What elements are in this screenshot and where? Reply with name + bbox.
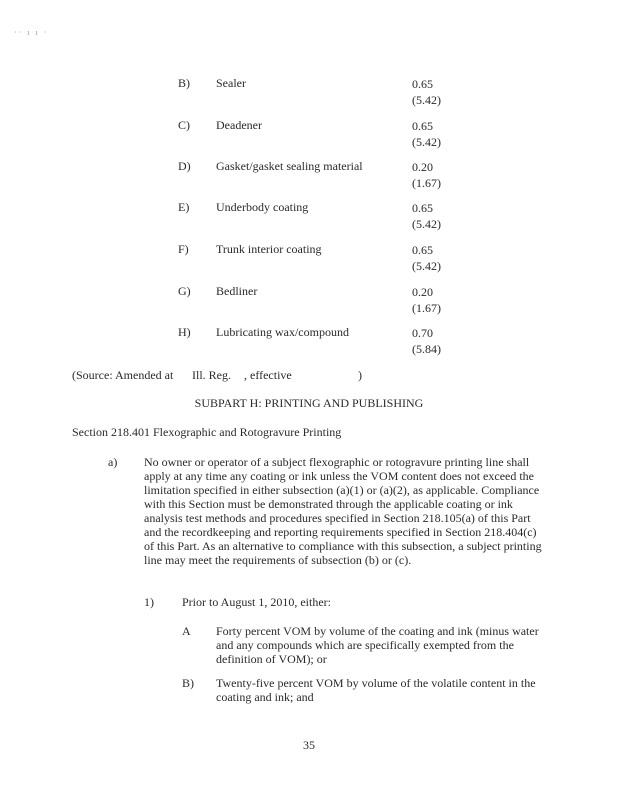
source-note-part: Ill. Reg. bbox=[192, 368, 231, 382]
paragraph-a: No owner or operator of a subject flexographic or rotogravure printing line shall apply at any time any coating or ink unless the VOM content does not exceed the limitation specified in either subsection (a)(1) or (a)(2), as applicable. Compliance with this Section must be demonstrated through the applicable coating or ink analysis test methods and procedures specified in Section 218.105(a) of this Part and the recordkeeping and reporting requirements specified in Section 218.404(c) of this Part. As an alternative to compliance with this subsection, a subject printing line may meet the requirements of subsection (b) or (c). bbox=[144, 455, 542, 567]
row-value: 0.20 (1.67) bbox=[412, 285, 441, 315]
table-row bbox=[0, 325, 618, 359]
source-note-part: ) bbox=[358, 368, 362, 382]
row-letter: F) bbox=[178, 242, 189, 256]
row-letter: C) bbox=[178, 118, 190, 132]
row-letter: H) bbox=[178, 325, 191, 339]
row-value: 0.65 (5.42) bbox=[412, 77, 441, 107]
row-letter: D) bbox=[178, 159, 191, 173]
row-value: 0.20 (1.67) bbox=[412, 160, 441, 190]
subsection-1-text: Prior to August 1, 2010, either: bbox=[182, 595, 331, 609]
row-item: Sealer bbox=[216, 76, 246, 90]
clause-a-text: Forty percent VOM by volume of the coating and ink (minus water and any compounds which are specifically exempted from the definition of VOM); or bbox=[216, 624, 539, 666]
row-value: 0.65 (5.42) bbox=[412, 119, 441, 149]
row-item: Deadener bbox=[216, 118, 262, 132]
subpart-heading: SUBPART H: PRINTING AND PUBLISHING bbox=[194, 396, 424, 410]
clause-label: B) bbox=[182, 676, 194, 690]
source-note-part: (Source: Amended at bbox=[72, 368, 174, 382]
clause-b-text: Twenty-five percent VOM by volume of the volatile content in the coating and ink; and bbox=[216, 676, 536, 704]
paragraph-label: a) bbox=[108, 455, 118, 469]
source-note-part: , effective bbox=[244, 368, 292, 382]
subsection-label: 1) bbox=[144, 595, 154, 609]
table-row bbox=[0, 284, 618, 318]
row-letter: B) bbox=[178, 76, 190, 90]
row-item: Lubricating wax/compound bbox=[216, 325, 349, 339]
row-item: Trunk interior coating bbox=[216, 242, 322, 256]
row-value: 0.65 (5.42) bbox=[412, 201, 441, 231]
table-row bbox=[0, 118, 618, 152]
table-row bbox=[0, 242, 618, 276]
page-number: 35 bbox=[303, 738, 315, 752]
scan-artifact-mark: ·· ı ı · bbox=[14, 28, 49, 37]
section-heading: Section 218.401 Flexographic and Rotogravure Printing bbox=[72, 425, 342, 439]
row-item: Gasket/gasket sealing material bbox=[216, 159, 363, 173]
row-letter: G) bbox=[178, 284, 191, 298]
row-value: 0.65 (5.42) bbox=[412, 243, 441, 273]
table-row bbox=[0, 200, 618, 234]
table-row bbox=[0, 159, 618, 193]
clause-label: A bbox=[182, 624, 191, 638]
row-item: Underbody coating bbox=[216, 200, 309, 214]
row-letter: E) bbox=[178, 200, 190, 214]
row-value: 0.70 (5.84) bbox=[412, 326, 441, 356]
table-row bbox=[0, 76, 618, 110]
row-item: Bedliner bbox=[216, 284, 258, 298]
